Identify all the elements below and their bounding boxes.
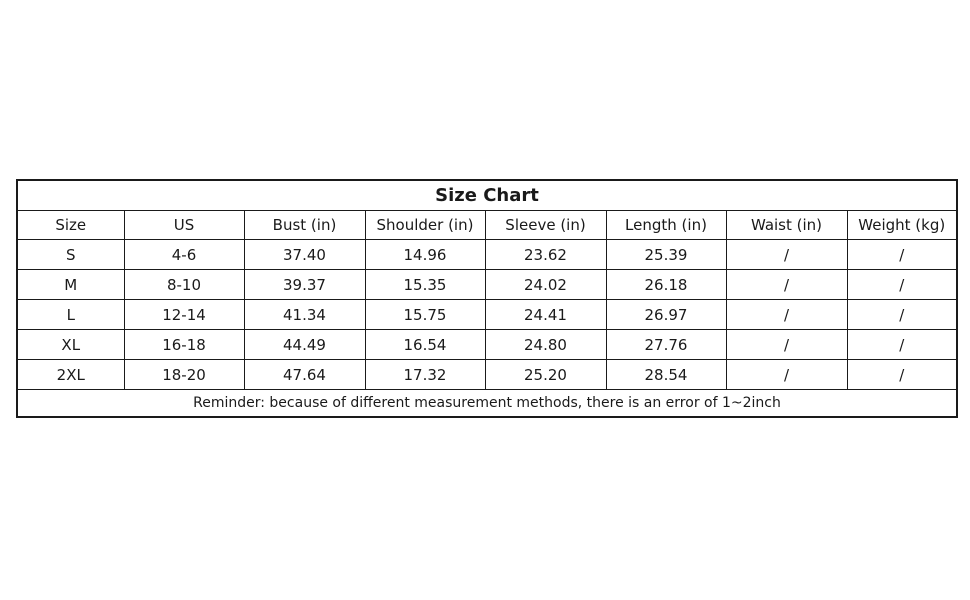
column-header-length: Length (in) (606, 211, 726, 240)
table-cell: 25.39 (606, 240, 726, 270)
table-cell: 8-10 (124, 270, 244, 300)
table-cell: 23.62 (485, 240, 606, 270)
table-cell: 12-14 (124, 300, 244, 330)
table-cell: 44.49 (244, 330, 365, 360)
column-header-sleeve: Sleeve (in) (485, 211, 606, 240)
column-header-waist: Waist (in) (726, 211, 847, 240)
table-cell: 18-20 (124, 360, 244, 390)
header-row (17, 211, 957, 240)
reminder-note: Reminder: because of different measurement methods, there is an error of 1~2inch (17, 390, 957, 418)
table-cell: / (847, 330, 957, 360)
table-cell: 26.97 (606, 300, 726, 330)
table-row (17, 330, 957, 360)
chart-title: Size Chart (17, 180, 957, 211)
table-cell: / (726, 300, 847, 330)
table-cell: 16.54 (365, 330, 485, 360)
table-cell: 41.34 (244, 300, 365, 330)
table-cell: 27.76 (606, 330, 726, 360)
table-cell: / (847, 240, 957, 270)
table-row (17, 270, 957, 300)
table-cell: 24.02 (485, 270, 606, 300)
table-cell: 14.96 (365, 240, 485, 270)
table-cell: 24.41 (485, 300, 606, 330)
table-cell: / (847, 360, 957, 390)
table-cell: 4-6 (124, 240, 244, 270)
table-cell: 39.37 (244, 270, 365, 300)
column-header-shoulder: Shoulder (in) (365, 211, 485, 240)
table-cell: 26.18 (606, 270, 726, 300)
table-cell: 15.35 (365, 270, 485, 300)
table-row (17, 360, 957, 390)
title-row (17, 180, 957, 211)
table-cell: / (847, 300, 957, 330)
table-cell: 25.20 (485, 360, 606, 390)
table-cell: 37.40 (244, 240, 365, 270)
column-header-bust: Bust (in) (244, 211, 365, 240)
table-cell: 2XL (17, 360, 124, 390)
table-cell: 16-18 (124, 330, 244, 360)
table-cell: 28.54 (606, 360, 726, 390)
table-cell: 47.64 (244, 360, 365, 390)
table-cell: / (847, 270, 957, 300)
table-cell: XL (17, 330, 124, 360)
column-header-size: Size (17, 211, 124, 240)
reminder-row (17, 390, 957, 418)
table-cell: M (17, 270, 124, 300)
table-row (17, 240, 957, 270)
table-cell: 17.32 (365, 360, 485, 390)
table-cell: / (726, 270, 847, 300)
column-header-us: US (124, 211, 244, 240)
table-cell: 24.80 (485, 330, 606, 360)
column-header-weight: Weight (kg) (847, 211, 957, 240)
table-row (17, 300, 957, 330)
table-cell: / (726, 360, 847, 390)
table-cell: / (726, 330, 847, 360)
size-chart-table (16, 179, 958, 418)
table-cell: / (726, 240, 847, 270)
table-cell: S (17, 240, 124, 270)
table-cell: L (17, 300, 124, 330)
table-cell: 15.75 (365, 300, 485, 330)
